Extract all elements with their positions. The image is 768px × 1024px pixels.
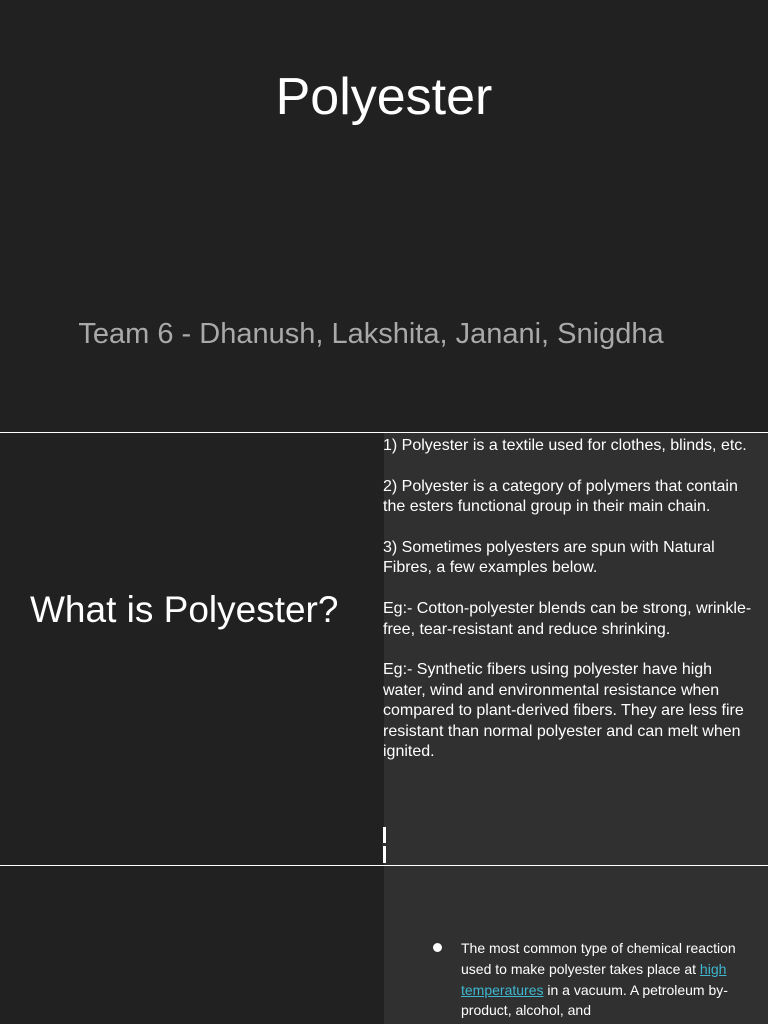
paragraph-1: 1) Polyester is a textile used for clothes, blinds, etc. [383,437,747,454]
high-temperatures-link[interactable]: high temperatures [461,960,727,998]
slide-subtitle: Team 6 - Dhanush, Lakshita, Janani, Snigdha [78,318,664,350]
title-slide [0,0,768,432]
manufacturing-slide [0,866,768,1024]
bullet-text-end: in a vacuum. A petroleum by-product, alcohol, and [461,981,728,1019]
bullet-text-start: The most common type of chemical reaction used to make polyester takes place at [461,940,736,977]
definition-slide [0,433,768,865]
paragraph-3: 3) Sometimes polyesters are spun with Natural Fibres, a few examples below. [383,539,715,577]
text-box[interactable] [383,436,753,783]
slide-title: Polyester [275,68,493,126]
bullet-icon [433,943,442,952]
text-cursor-gap [382,843,387,846]
paragraph-5: Eg:- Synthetic fibers using polyester have high water, wind and environmental resistance when compared to plant-derived fibers. They are less fire resistant than normal polyester and can melt when ignited. [383,661,744,761]
paragraph-2: 2) Polyester is a category of polymers that contain the esters functional group in their main chain. [383,477,738,516]
paragraph-4: Eg:- Cotton-polyester blends can be strong, wrinkle-free, tear-resistant and reduce shrinking. [383,600,752,638]
bullet-item [461,938,741,1021]
slide-heading: What is Polyester? [30,589,339,630]
